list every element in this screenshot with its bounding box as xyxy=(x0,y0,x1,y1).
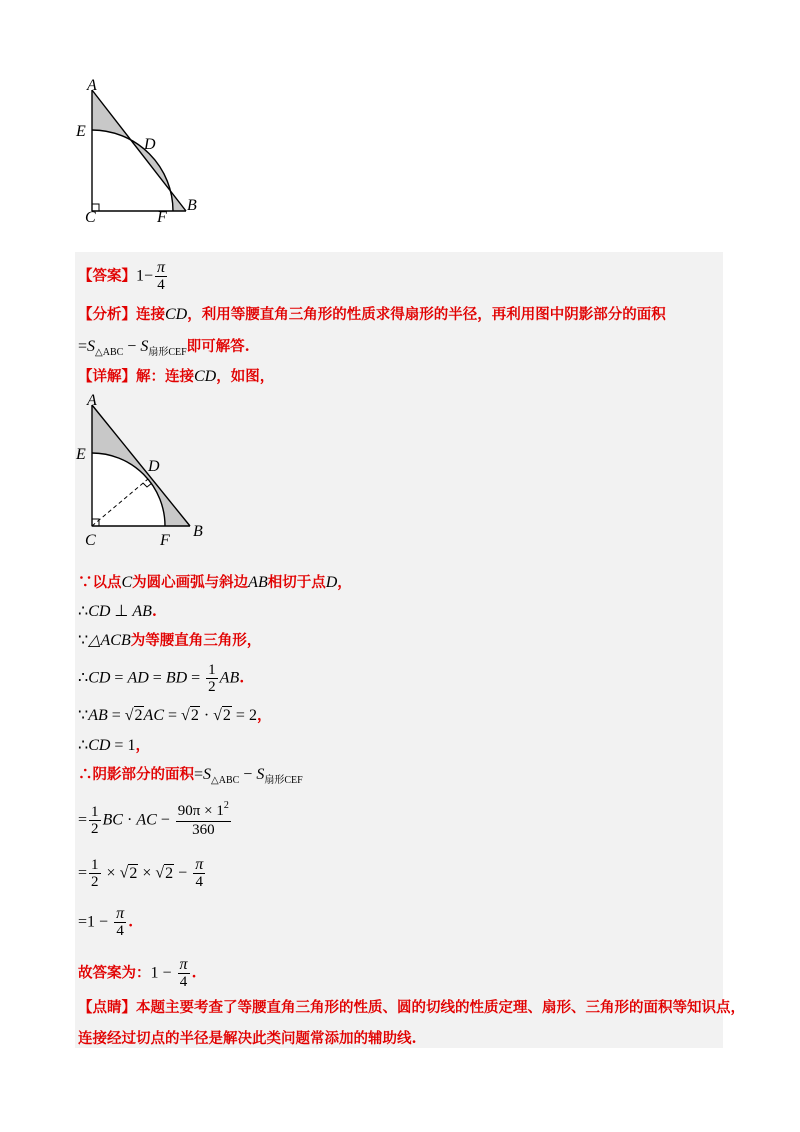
step-1: ∵以点C为圆心画弧与斜边AB相切于点D， xyxy=(78,574,352,591)
label-b: B xyxy=(187,197,197,214)
side-ab xyxy=(92,90,186,211)
geometry-figure-top xyxy=(68,76,208,224)
comment-line-2: 连接经过切点的半径是解决此类问题常添加的辅助线. xyxy=(78,1030,417,1047)
analysis-line-1: 【分析】连接CD，利用等腰直角三角形的性质求得扇形的半径，再利用图中阴影部分的面积 xyxy=(78,306,666,323)
label-c: C xyxy=(85,532,96,549)
geometry-figure-solution xyxy=(68,391,208,549)
step-9: = $\frac{1}{2}$ × √2 × √2 − $\frac{\pi}{4}$ xyxy=(78,856,204,890)
step-3: ∵△ACB为等腰直角三角形， xyxy=(78,632,262,649)
final-answer: 故答案为：1 − $\frac{\pi}{4}$ . xyxy=(78,956,197,990)
step-6: ∴CD = 1， xyxy=(78,737,150,754)
step-7: ∴阴影部分的面积$=S_{\triangle ABC} - S_{扇形CEF}$ xyxy=(78,766,303,786)
label-d: D xyxy=(148,458,160,475)
label-f: F xyxy=(160,532,170,549)
step-4: ∴CD = AD = BD = $\frac{1}{2}$ AB. xyxy=(78,662,245,695)
label-b: B xyxy=(193,523,203,540)
label-e: E xyxy=(76,123,86,140)
analysis-line-2: $=S_{\triangle ABC} - S_{扇形CEF}$即可解答. xyxy=(78,338,250,358)
answer-line: 【答案】1− $\frac{\pi}{4}$ xyxy=(78,259,166,293)
label-d: D xyxy=(144,136,156,153)
label-c: C xyxy=(85,209,96,224)
step-2: ∴CD ⊥ AB. xyxy=(78,603,157,620)
comment-line-1: 【点睛】本题主要考查了等腰直角三角形的性质、圆的切线的性质定理、扇形、三角形的面积等知识点， xyxy=(78,999,745,1016)
label-a: A xyxy=(87,392,97,409)
label-f: F xyxy=(157,209,167,224)
step-8: = $\frac{1}{2}$ BC · AC − $\frac{90\pi \times 1^2}{360}$ xyxy=(78,800,229,838)
step-5: ∵AB = √2AC = √2 · √2 = 2， xyxy=(78,707,272,724)
detail-line: 【详解】解：连接CD，如图， xyxy=(78,368,275,385)
step-10: =1 − $\frac{\pi}{4}$ . xyxy=(78,905,134,939)
label-e: E xyxy=(76,446,86,463)
label-a: A xyxy=(87,77,97,94)
